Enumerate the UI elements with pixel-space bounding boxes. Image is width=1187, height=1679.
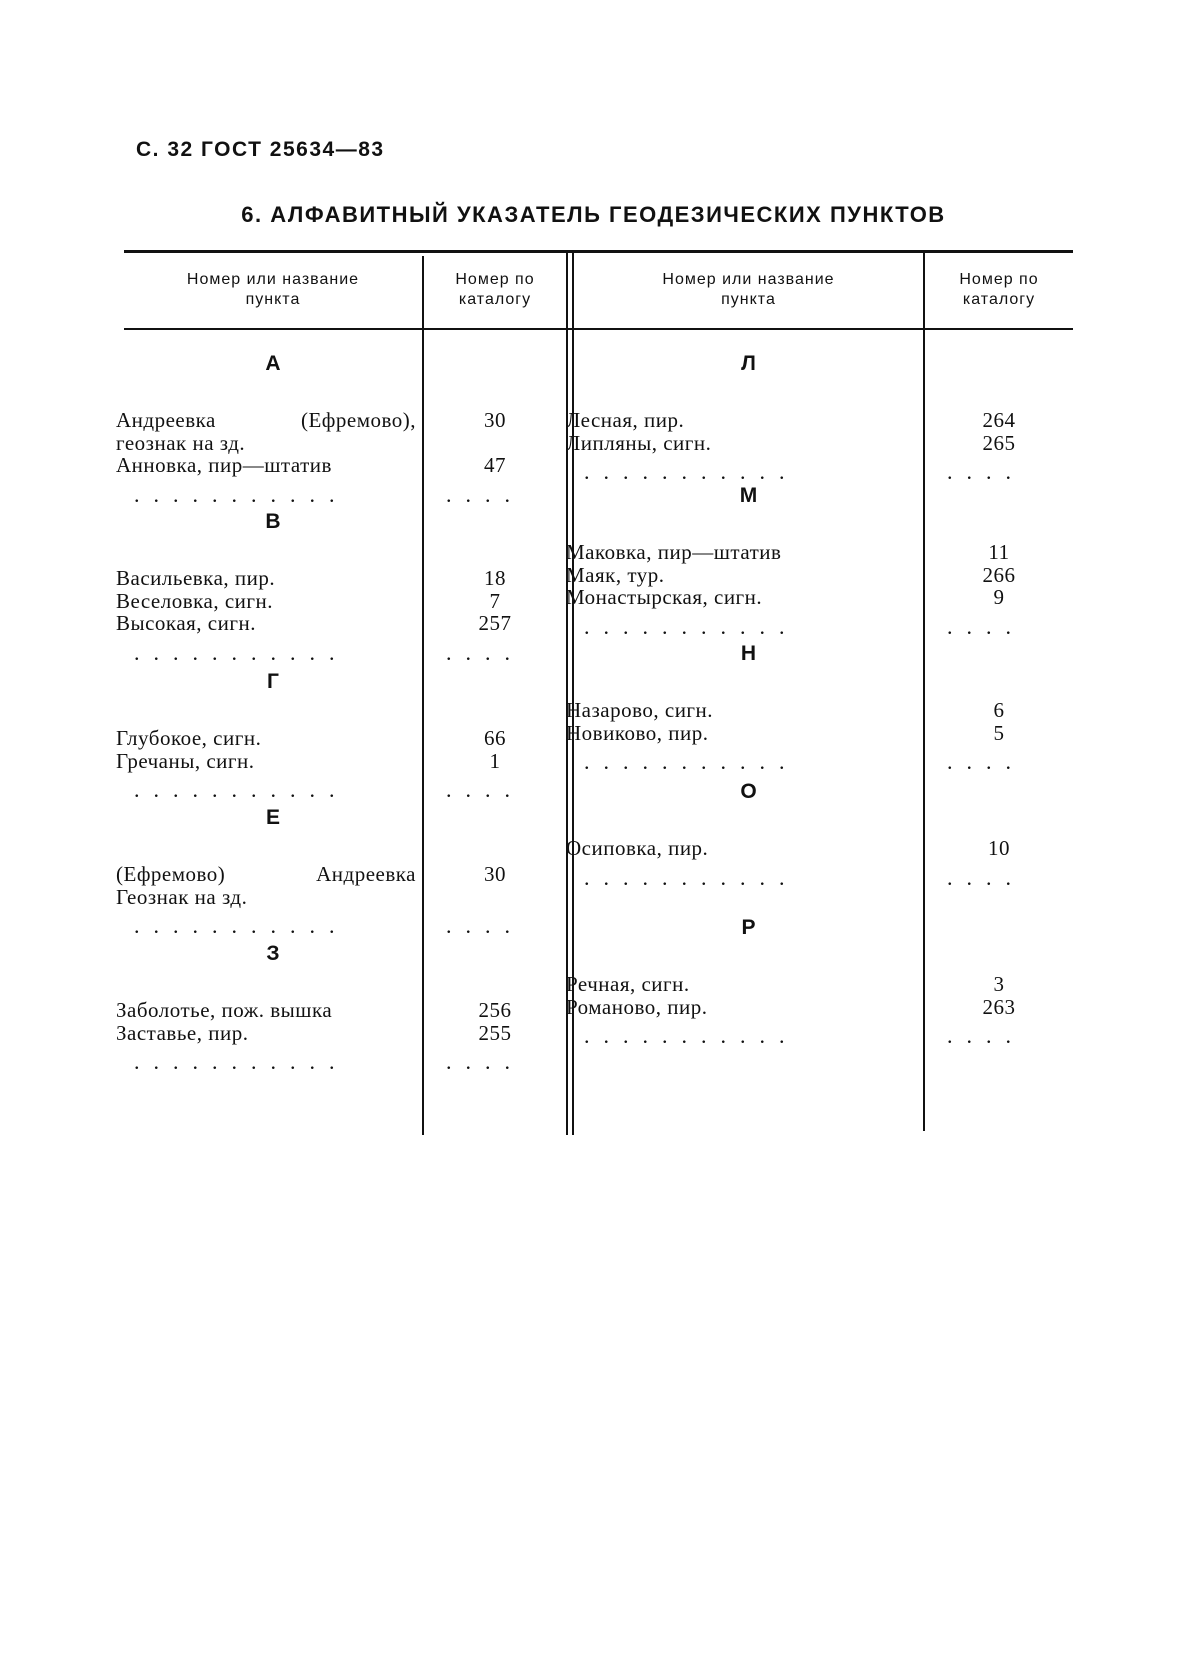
section-letter: Р — [741, 916, 756, 939]
header-number-line1: Номер по — [455, 271, 535, 288]
point-name: Анновка, пир—штатив — [116, 453, 332, 477]
point-name: Речная, сигн. — [566, 972, 690, 996]
leader-dots: .... — [947, 864, 1025, 890]
leader-dots: ........... — [584, 749, 799, 774]
catalog-number: 11 — [988, 540, 1010, 564]
leader-dots: ........... — [134, 913, 349, 938]
leader-dots: .... — [947, 459, 1025, 484]
header-number-right — [925, 270, 1073, 310]
leader-dots: ........... — [134, 481, 349, 507]
point-name: Новиково, пир. — [566, 720, 709, 745]
header-number-line2: каталогу — [962, 291, 1036, 308]
leader-dots: .... — [446, 1049, 524, 1074]
point-name: Осиповка, пир. — [566, 836, 709, 860]
header-number-left — [424, 270, 566, 310]
point-name: Заставье, пир. — [116, 1020, 249, 1045]
header-name-line2: пункта — [245, 291, 301, 308]
header-number-line1: Номер по — [959, 271, 1039, 288]
point-name: Веселовка, сигн. — [116, 588, 274, 613]
leader-dots: ........... — [584, 1023, 799, 1048]
leader-dots: .... — [446, 913, 524, 938]
point-name: (Ефремово) Андреевка — [116, 862, 416, 886]
leader-dots: .... — [446, 777, 524, 802]
catalog-number: 265 — [982, 430, 1016, 455]
section-letter: Н — [740, 642, 757, 665]
point-name-continued: геознак на зд. — [116, 430, 246, 455]
section-letter: М — [739, 484, 758, 507]
section-letter: Е — [265, 806, 280, 829]
header-bottom-rule — [124, 328, 1073, 330]
leader-dots: .... — [947, 1023, 1025, 1048]
point-name: Маяк, тур. — [566, 562, 665, 587]
header-name-line2: пункта — [721, 291, 776, 308]
leader-dots: ........... — [584, 613, 799, 639]
catalog-number: 5 — [993, 720, 1005, 745]
point-name: Заболотье, пож. вышка — [116, 998, 333, 1022]
header-name-line1: Номер или название — [662, 271, 835, 288]
header-name-right — [574, 270, 923, 310]
catalog-number: 256 — [478, 998, 512, 1022]
catalog-number: 18 — [484, 566, 506, 590]
point-name: Лесная, пир. — [566, 408, 685, 432]
catalog-number: 3 — [993, 972, 1005, 996]
point-name: Монастырская, сигн. — [566, 585, 763, 609]
section-letter: О — [740, 780, 757, 803]
leader-dots: .... — [446, 639, 524, 665]
point-name: Высокая, сигн. — [116, 611, 256, 635]
header-name-left — [124, 270, 422, 310]
catalog-number: 264 — [982, 408, 1016, 432]
point-name: Назарово, сигн. — [566, 698, 714, 722]
section-letter: Г — [267, 670, 279, 693]
leader-dots: ........... — [584, 864, 799, 890]
point-name: Липляны, сигн. — [566, 430, 712, 455]
leader-dots: ........... — [584, 459, 799, 484]
catalog-number: 1 — [489, 748, 501, 773]
catalog-number: 6 — [993, 698, 1005, 722]
catalog-number: 30 — [484, 862, 506, 886]
leader-dots: ........... — [134, 1049, 349, 1074]
catalog-number: 30 — [484, 408, 506, 432]
point-name: Гречаны, сигн. — [116, 748, 255, 773]
leader-dots: .... — [947, 613, 1025, 639]
leader-dots: .... — [446, 481, 524, 507]
section-letter: З — [266, 942, 280, 965]
catalog-number: 66 — [484, 726, 506, 750]
point-name: Глубокое, сигн. — [116, 726, 262, 750]
catalog-number: 47 — [484, 453, 506, 477]
table-top-rule — [124, 250, 1073, 253]
point-name: Андреевка (Ефремово), — [116, 408, 416, 432]
catalog-number: 255 — [478, 1020, 512, 1045]
page-title: 6. АЛФАВИТНЫЙ УКАЗАТЕЛЬ ГЕОДЕЗИЧЕСКИХ ПУНКТОВ — [241, 202, 946, 227]
catalog-number: 266 — [982, 562, 1016, 587]
leader-dots: .... — [947, 749, 1025, 774]
index-table — [116, 250, 1073, 1135]
point-name: Васильевка, пир. — [116, 566, 276, 590]
leader-dots: ........... — [134, 777, 349, 802]
section-letter: А — [265, 352, 281, 375]
header-name-line1: Номер или название — [186, 271, 360, 288]
catalog-number: 257 — [478, 611, 512, 635]
header-number-line2: каталогу — [458, 291, 532, 308]
catalog-number: 263 — [982, 994, 1016, 1019]
catalog-number: 10 — [988, 836, 1010, 860]
leader-dots: ........... — [134, 639, 349, 665]
point-name-continued: Геознак на зд. — [116, 884, 248, 909]
point-name: Маковка, пир—штатив — [566, 540, 782, 564]
page-header: С. 32 ГОСТ 25634—83 — [136, 138, 385, 161]
point-name: Романово, пир. — [566, 994, 708, 1019]
catalog-number: 9 — [993, 585, 1005, 609]
section-letter: В — [265, 510, 281, 533]
section-letter: Л — [741, 352, 756, 375]
catalog-number: 7 — [489, 588, 501, 613]
